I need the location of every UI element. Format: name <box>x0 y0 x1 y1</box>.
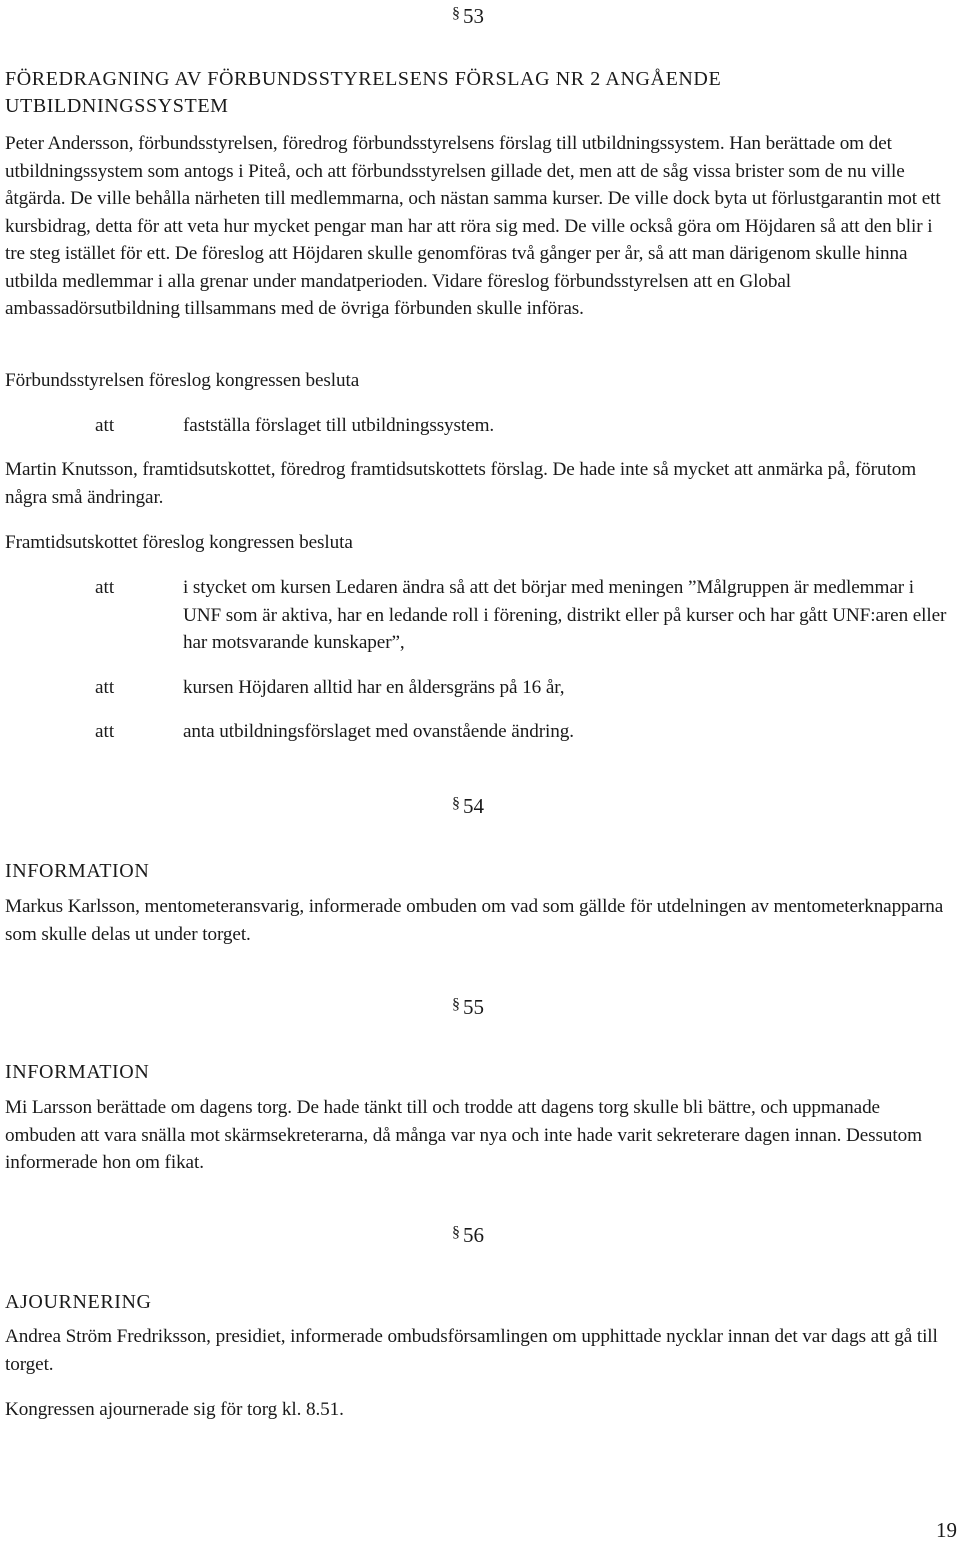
section-symbol: § <box>452 1224 460 1241</box>
section-number-53 <box>452 2 484 28</box>
section-heading-54: INFORMATION <box>5 860 150 882</box>
section-number-56 <box>452 1221 484 1247</box>
section-54-body: Markus Karlsson, mentometeransvarig, informerade ombuden om vad som gällde för utdelningen av mentometerknapparna som skulle delas ut under torget. <box>5 896 944 945</box>
section-number: 55 <box>463 995 484 1019</box>
section-heading-56: AJOURNERING <box>5 1291 152 1313</box>
clause-text: kursen Höjdaren alltid har en åldersgräns på 16 år, <box>183 677 565 698</box>
att-label: att <box>95 677 115 698</box>
martin-paragraph: Martin Knutsson, framtidsutskottet, föredrog framtidsutskottets förslag. De hade inte så mycket att anmärka på, förutom några små ändringar. <box>5 459 917 508</box>
committee-proposal-intro: Framtidsutskottet föreslog kongressen besluta <box>5 532 353 553</box>
section-53-body: Peter Andersson, förbundsstyrelsen, föredrog förbundsstyrelsens förslag till utbildningssystem. Han berättade om det utbildningssystem som antogs i Piteå, och att förbundsstyrelsen gillade det, men att de såg vissa brister som de nu ville åtgärda. De ville behålla närheten till medlemmarna, och nästan samma kurser. De ville dock byta ut förlustgarantin mot ett kursbidrag, detta för att veta hur mycket pengar man har att röra sig med. De ville också göra om Höjdaren så att den blir i tre steg istället för ett. De föreslog att Höjdaren skulle genomföras två gånger per år, så att man därigenom skulle hinna utbilda medlemmar i alla grenar under mandatperioden. Vidare föreslog förbundsstyrelsen att en Global ambassadörsutbildning tillsammans med de övriga förbunden skulle införas. <box>5 133 941 319</box>
section-symbol: § <box>452 5 460 22</box>
clause-text: i stycket om kursen Ledaren ändra så att det börjar med meningen ”Målgruppen är medlemmar i UNF som är aktiva, har en ledande roll i förening, distrikt eller på kurser och har gått UNF:aren eller har motsvarande kunskaper”, <box>183 577 947 653</box>
page-number: 19 <box>936 1518 957 1542</box>
section-number: 54 <box>463 794 484 818</box>
section-number: 53 <box>463 4 484 28</box>
adjournment-note: Kongressen ajournerade sig för torg kl. 8.51. <box>5 1399 344 1420</box>
section-number-55 <box>452 993 484 1019</box>
section-number: 56 <box>463 1223 484 1247</box>
section-heading-55: INFORMATION <box>5 1061 150 1083</box>
section-heading-53: FÖREDRAGNING AV FÖRBUNDSSTYRELSENS FÖRSLAG NR 2 ANGÅENDE UTBILDNINGSSYSTEM <box>5 68 722 117</box>
section-symbol: § <box>452 795 460 812</box>
section-symbol: § <box>452 996 460 1013</box>
section-56-body: Andrea Ström Fredriksson, presidiet, informerade ombudsförsamlingen om upphittade nycklar innan det var dags att gå till torget. <box>5 1326 938 1375</box>
att-label: att <box>95 577 115 598</box>
att-label: att <box>95 721 115 742</box>
board-proposal-intro: Förbundsstyrelsen föreslog kongressen besluta <box>5 370 360 391</box>
clause-text: fastställa förslaget till utbildningssystem. <box>183 415 495 436</box>
section-55-body: Mi Larsson berättade om dagens torg. De hade tänkt till och trodde att dagens torg skulle bli bättre, och uppmanade ombuden att vara snälla mot skärmsekreterarna, då många var nya och inte hade varit sekreterare dagen innan. Dessutom informerade hon om fikat. <box>5 1097 922 1173</box>
section-number-54 <box>452 792 484 818</box>
att-label: att <box>95 415 115 436</box>
clause-text: anta utbildningsförslaget med ovanstående ändring. <box>183 721 574 742</box>
